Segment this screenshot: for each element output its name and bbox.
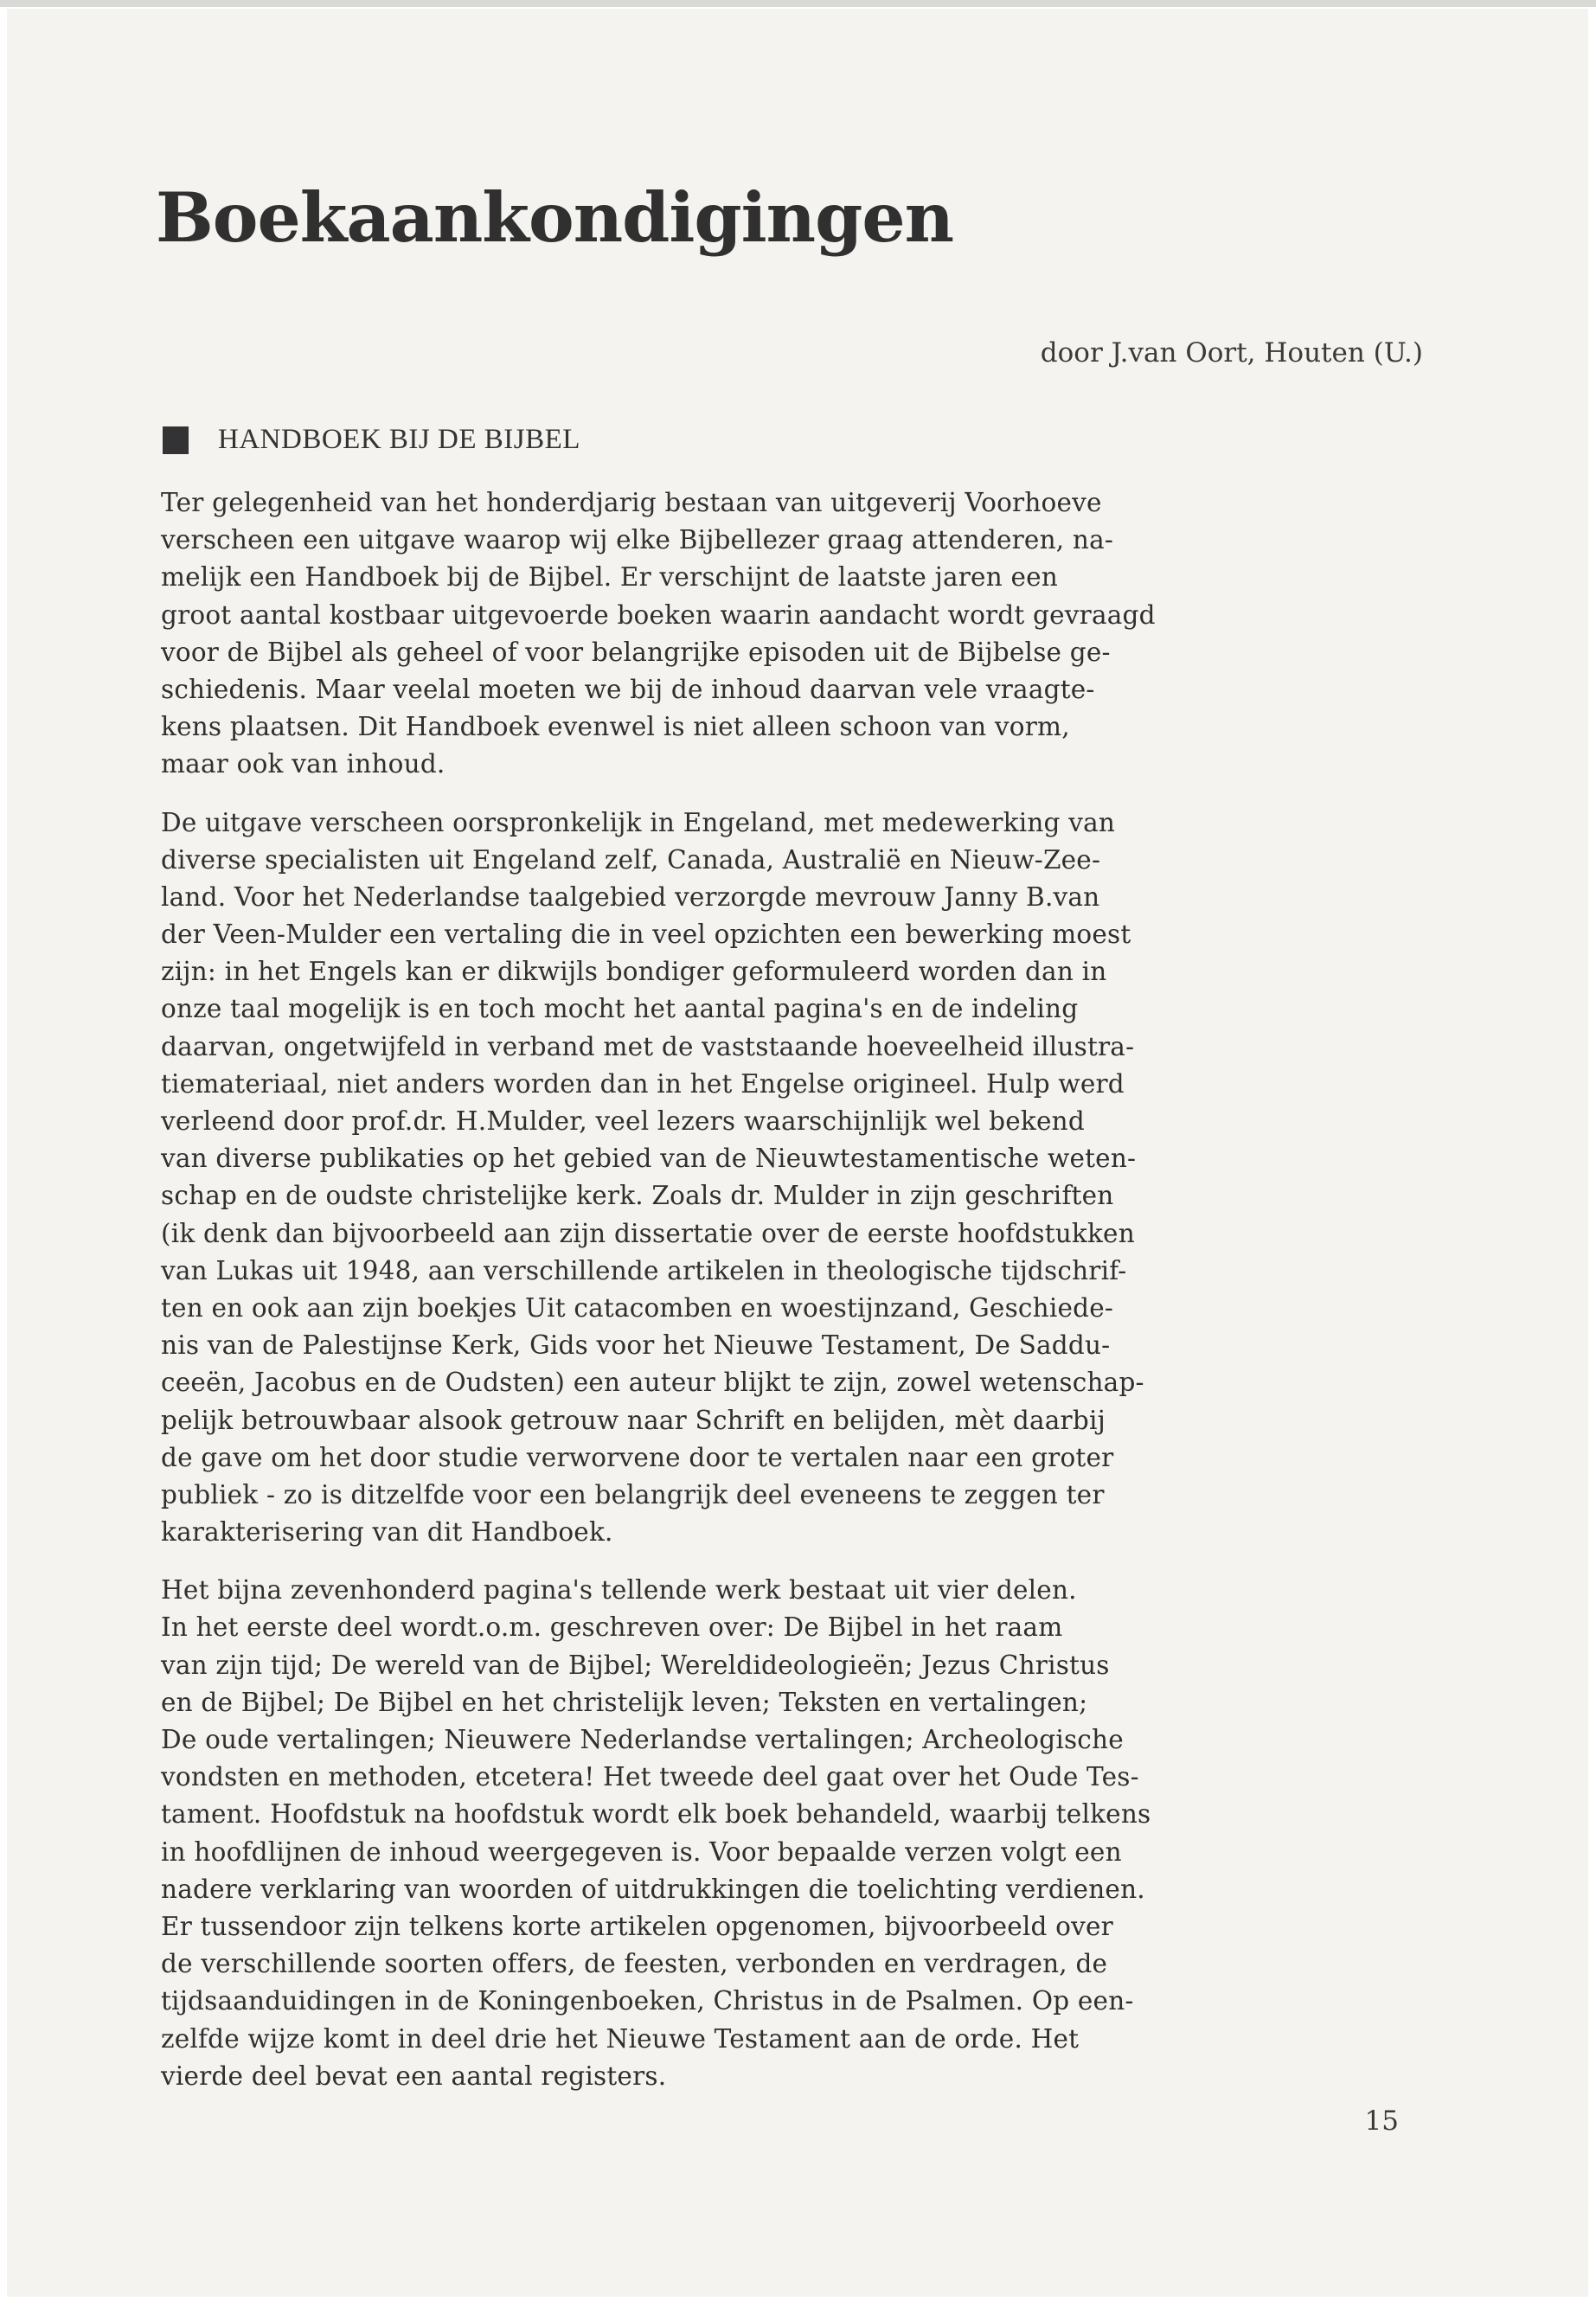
text-line: kens plaatsen. Dit Handboek evenwel is niet alleen schoon van vorm, [161, 712, 1070, 742]
text-line: zijn: in het Engels kan er dikwijls bondiger geformuleerd worden dan in [161, 957, 1107, 987]
page-title: Boekaankondigingen [156, 177, 954, 258]
text-line: Ter gelegenheid van het honderdjarig bestaan van uitgeverij Voorhoeve [161, 488, 1102, 517]
text-line: ten en ook aan zijn boekjes Uit catacomben en woestijnzand, Geschiede- [161, 1292, 1114, 1323]
text-line: maar ook van inhoud. [161, 749, 445, 779]
text-line: ceeën, Jacobus en de Oudsten) een auteur blijkt te zijn, zowel wetenschap- [161, 1368, 1144, 1398]
paragraph [161, 1572, 1407, 2095]
text-line: tament. Hoofdstuk na hoofdstuk wordt elk boek behandeld, waarbij telkens [161, 1799, 1151, 1830]
body-text [161, 484, 1407, 2116]
text-line: melijk een Handboek bij de Bijbel. Er verschijnt de laatste jaren een [161, 562, 1059, 593]
text-line: vierde deel bevat een aantal registers. [161, 2061, 667, 2091]
text-line: De oude vertalingen; Nieuwere Nederlandse vertalingen; Archeologische [161, 1725, 1124, 1754]
text-line: van Lukas uit 1948, aan verschillende artikelen in theologische tijdschrif- [161, 1255, 1127, 1285]
text-line: groot aantal kostbaar uitgevoerde boeken waarin aandacht wordt gevraagd [161, 599, 1156, 630]
section-heading [163, 424, 580, 456]
text-line: tijdsaanduidingen in de Koningenboeken, Christus in de Psalmen. Op een- [161, 1986, 1134, 2016]
text-line: onze taal mogelijk is en toch mocht het aantal pagina's en de indeling [161, 994, 1079, 1024]
text-line: daarvan, ongetwijfeld in verband met de vaststaande hoeveelheid illustra- [161, 1031, 1135, 1061]
text-line: van zijn tijd; De wereld van de Bijbel; Wereldideologieën; Jezus Christus [161, 1650, 1110, 1680]
text-line: De uitgave verscheen oorspronkelijk in Engeland, met medewerking van [161, 807, 1116, 837]
text-line: vondsten en methoden, etcetera! Het tweede deel gaat over het Oude Tes- [161, 1762, 1139, 1792]
text-line: en de Bijbel; De Bijbel en het christelijk leven; Teksten en vertalingen; [161, 1687, 1088, 1717]
text-line: Het bijna zevenhonderd pagina's tellende werk bestaat uit vier delen. [161, 1575, 1077, 1606]
text-line: In het eerste deel wordt.o.m. geschreven over: De Bijbel in het raam [161, 1612, 1063, 1643]
text-line: de gave om het door studie verworvene door te vertalen naar een groter [161, 1442, 1114, 1472]
text-line: publiek - zo is ditzelfde voor een belangrijk deel eveneens te zeggen ter [161, 1479, 1105, 1509]
text-line: schap en de oudste christelijke kerk. Zoals dr. Mulder in zijn geschriften [161, 1181, 1114, 1211]
text-line: Er tussendoor zijn telkens korte artikelen opgenomen, bijvoorbeeld over [161, 1911, 1113, 1941]
text-line: schiedenis. Maar veelal moeten we bij de inhoud daarvan vele vraagte- [161, 674, 1095, 704]
text-line: (ik denk dan bijvoorbeeld aan zijn dissertatie over de eerste hoofdstukken [161, 1218, 1135, 1248]
text-line: voor de Bijbel als geheel of voor belangrijke episoden uit de Bijbelse ge- [161, 637, 1111, 667]
text-line: zelfde wijze komt in deel drie het Nieuwe Testament aan de orde. Het [161, 2023, 1080, 2054]
text-line: karakterisering van dit Handboek. [161, 1517, 613, 1548]
page-number: 15 [1364, 2106, 1399, 2137]
paragraph [161, 484, 1407, 784]
text-line: land. Voor het Nederlandse taalgebied verzorgde mevrouw Janny B.van [161, 881, 1100, 912]
paragraph [161, 804, 1407, 1552]
text-line: in hoofdlijnen de inhoud weergegeven is. Voor bepaalde verzen volgt een [161, 1836, 1122, 1867]
author-byline: door J.van Oort, Houten (U.) [1040, 337, 1423, 369]
text-line: diverse specialisten uit Engeland zelf, Canada, Australië en Nieuw-Zee- [161, 844, 1101, 875]
text-line: tiemateriaal, niet anders worden dan in het Engelse origineel. Hulp werd [161, 1068, 1125, 1099]
text-line: verleend door prof.dr. H.Mulder, veel lezers waarschijnlijk wel bekend [161, 1106, 1085, 1136]
text-line: van diverse publikaties op het gebied van de Nieuwtestamentische weten- [161, 1144, 1137, 1174]
page-top-edge [0, 0, 1596, 7]
text-line: der Veen-Mulder een vertaling die in veel opzichten een bewerking moest [161, 920, 1131, 950]
text-line: nadere verklaring van woorden of uitdrukkingen die toelichting verdienen. [161, 1874, 1145, 1904]
square-bullet-icon [163, 426, 189, 454]
section-heading-text: HANDBOEK BIJ DE BIJBEL [218, 424, 580, 455]
text-line: de verschillende soorten offers, de feesten, verbonden en verdragen, de [161, 1949, 1108, 1979]
text-line: verscheen een uitgave waarop wij elke Bijbellezer graag attenderen, na- [161, 525, 1114, 555]
text-line: pelijk betrouwbaar alsook getrouw naar Schrift en belijden, mèt daarbij [161, 1405, 1106, 1435]
text-line: nis van de Palestijnse Kerk, Gids voor het Nieuwe Testament, De Saddu- [161, 1330, 1111, 1361]
